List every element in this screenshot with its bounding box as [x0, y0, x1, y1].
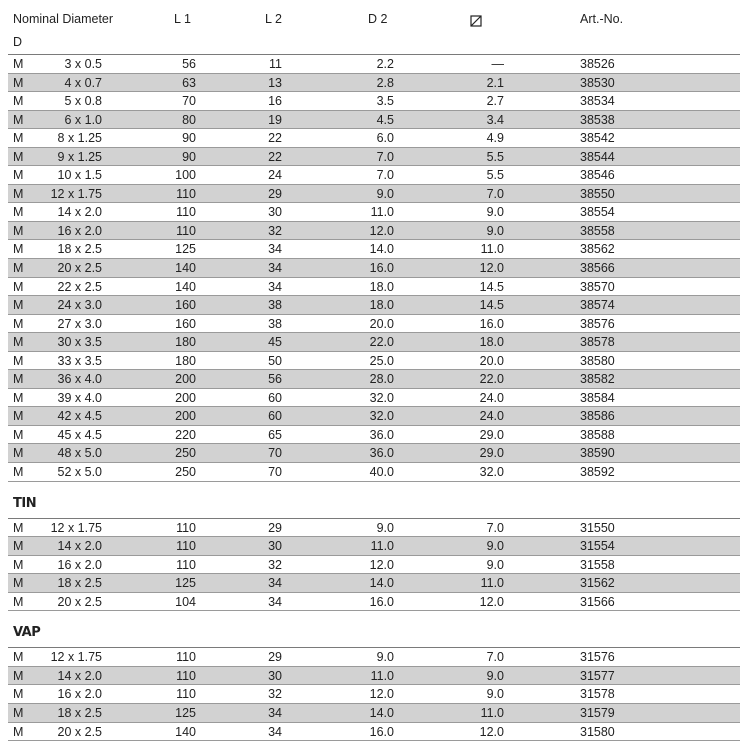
length-l1: 200 — [158, 390, 196, 406]
length-l1: 56 — [158, 56, 196, 72]
nominal-size: 33 x 3.5 — [44, 353, 102, 369]
nominal-size: 18 x 2.5 — [44, 241, 102, 257]
article-number: 38566 — [580, 260, 615, 276]
table-row — [8, 166, 740, 185]
length-l2: 30 — [248, 668, 282, 684]
length-l2: 34 — [248, 260, 282, 276]
nominal-size: 16 x 2.0 — [44, 686, 102, 702]
length-l2: 70 — [248, 445, 282, 461]
nominal-size: 18 x 2.5 — [44, 705, 102, 721]
table-row — [8, 704, 740, 723]
diameter-d2: 16.0 — [348, 260, 394, 276]
length-l1: 110 — [158, 668, 196, 684]
thread-prefix: M — [13, 316, 23, 332]
thread-prefix: M — [13, 223, 23, 239]
article-number: 31554 — [580, 538, 615, 554]
nominal-size: 48 x 5.0 — [44, 445, 102, 461]
diameter-d2: 9.0 — [348, 649, 394, 665]
diameter-d2: 14.0 — [348, 241, 394, 257]
article-number: 38576 — [580, 316, 615, 332]
table-row — [8, 444, 740, 463]
thread-prefix: M — [13, 594, 23, 610]
square-size: 22.0 — [458, 371, 504, 387]
nominal-size: 45 x 4.5 — [44, 427, 102, 443]
square-size: 12.0 — [458, 594, 504, 610]
thread-prefix: M — [13, 705, 23, 721]
diameter-d2: 2.2 — [348, 56, 394, 72]
table-row — [8, 333, 740, 352]
length-l2: 22 — [248, 149, 282, 165]
diameter-d2: 40.0 — [348, 464, 394, 480]
square-size: 7.0 — [458, 649, 504, 665]
length-l2: 30 — [248, 204, 282, 220]
nominal-size: 39 x 4.0 — [44, 390, 102, 406]
table-row — [8, 463, 740, 482]
length-l1: 140 — [158, 724, 196, 740]
table-row — [8, 129, 740, 148]
length-l1: 140 — [158, 260, 196, 276]
table-row — [8, 259, 740, 278]
article-number: 38550 — [580, 186, 615, 202]
diameter-d2: 12.0 — [348, 223, 394, 239]
nominal-size: 14 x 2.0 — [44, 668, 102, 684]
section-title-label: VAP — [13, 625, 40, 640]
nominal-size: 8 x 1.25 — [44, 130, 102, 146]
length-l1: 110 — [158, 686, 196, 702]
article-number: 38530 — [580, 75, 615, 91]
length-l1: 140 — [158, 279, 196, 295]
table-row — [8, 593, 740, 612]
square-size: 11.0 — [458, 705, 504, 721]
length-l2: 32 — [248, 557, 282, 573]
length-l1: 100 — [158, 167, 196, 183]
length-l2: 29 — [248, 186, 282, 202]
thread-prefix: M — [13, 464, 23, 480]
article-number: 38546 — [580, 167, 615, 183]
diameter-d2: 3.5 — [348, 93, 394, 109]
section-title-label: TIN — [13, 496, 36, 511]
diameter-d2: 6.0 — [348, 130, 394, 146]
length-l1: 220 — [158, 427, 196, 443]
table-row — [8, 519, 740, 538]
table-row — [8, 352, 740, 371]
diameter-d2: 7.0 — [348, 167, 394, 183]
square-size: 16.0 — [458, 316, 504, 332]
square-size: 12.0 — [458, 724, 504, 740]
square-size: 2.1 — [458, 75, 504, 91]
thread-prefix: M — [13, 75, 23, 91]
length-l1: 90 — [158, 149, 196, 165]
nominal-size: 3 x 0.5 — [44, 56, 102, 72]
nominal-size: 22 x 2.5 — [44, 279, 102, 295]
length-l2: 34 — [248, 575, 282, 591]
nominal-size: 16 x 2.0 — [44, 223, 102, 239]
square-size: 9.0 — [458, 538, 504, 554]
thread-prefix: M — [13, 241, 23, 257]
diameter-d2: 11.0 — [348, 668, 394, 684]
square-size: 14.5 — [458, 279, 504, 295]
length-l1: 200 — [158, 408, 196, 424]
article-number: 31566 — [580, 594, 615, 610]
square-size: 18.0 — [458, 334, 504, 350]
nominal-size: 12 x 1.75 — [44, 649, 102, 665]
length-l1: 180 — [158, 334, 196, 350]
length-l2: 34 — [248, 705, 282, 721]
section-title-tin — [8, 490, 740, 518]
table-row — [8, 148, 740, 167]
length-l1: 90 — [158, 130, 196, 146]
square-size: 32.0 — [458, 464, 504, 480]
nominal-size: 18 x 2.5 — [44, 575, 102, 591]
header-d2: D 2 — [368, 12, 387, 26]
table-row — [8, 185, 740, 204]
length-l2: 38 — [248, 297, 282, 313]
length-l1: 63 — [158, 75, 196, 91]
square-size: 2.7 — [458, 93, 504, 109]
length-l1: 160 — [158, 297, 196, 313]
thread-prefix: M — [13, 204, 23, 220]
diameter-d2: 14.0 — [348, 575, 394, 591]
header-nominal-diameter: Nominal Diameter — [13, 12, 113, 26]
nominal-size: 16 x 2.0 — [44, 557, 102, 573]
nominal-size: 14 x 2.0 — [44, 204, 102, 220]
length-l1: 110 — [158, 649, 196, 665]
table-row — [8, 556, 740, 575]
length-l1: 110 — [158, 223, 196, 239]
length-l1: 110 — [158, 520, 196, 536]
length-l2: 29 — [248, 649, 282, 665]
header-l2: L 2 — [265, 12, 282, 26]
article-number: 38578 — [580, 334, 615, 350]
article-number: 38574 — [580, 297, 615, 313]
article-number: 31576 — [580, 649, 615, 665]
header-art-no: Art.-No. — [580, 12, 623, 26]
thread-prefix: M — [13, 445, 23, 461]
nominal-size: 4 x 0.7 — [44, 75, 102, 91]
diameter-d2: 2.8 — [348, 75, 394, 91]
square-size: 7.0 — [458, 520, 504, 536]
length-l2: 38 — [248, 316, 282, 332]
length-l2: 65 — [248, 427, 282, 443]
length-l1: 125 — [158, 575, 196, 591]
thread-prefix: M — [13, 724, 23, 740]
article-number: 38582 — [580, 371, 615, 387]
length-l1: 70 — [158, 93, 196, 109]
nominal-size: 12 x 1.75 — [44, 520, 102, 536]
table-row — [8, 537, 740, 556]
square-size: 24.0 — [458, 408, 504, 424]
length-l2: 56 — [248, 371, 282, 387]
diameter-d2: 9.0 — [348, 186, 394, 202]
table-row — [8, 685, 740, 704]
article-number: 31579 — [580, 705, 615, 721]
square-size: 3.4 — [458, 112, 504, 128]
thread-prefix: M — [13, 686, 23, 702]
table-row — [8, 240, 740, 259]
length-l2: 32 — [248, 686, 282, 702]
diameter-d2: 32.0 — [348, 408, 394, 424]
length-l2: 30 — [248, 538, 282, 554]
section-title-vap — [8, 619, 740, 647]
nominal-size: 5 x 0.8 — [44, 93, 102, 109]
square-size: 14.5 — [458, 297, 504, 313]
table-row — [8, 648, 740, 667]
diameter-d2: 32.0 — [348, 390, 394, 406]
diameter-d2: 16.0 — [348, 724, 394, 740]
thread-prefix: M — [13, 279, 23, 295]
length-l1: 110 — [158, 538, 196, 554]
nominal-size: 20 x 2.5 — [44, 594, 102, 610]
nominal-size: 27 x 3.0 — [44, 316, 102, 332]
thread-prefix: M — [13, 186, 23, 202]
square-size: — — [458, 56, 504, 72]
nominal-size: 30 x 3.5 — [44, 334, 102, 350]
header-d: D — [13, 35, 22, 49]
diameter-d2: 22.0 — [348, 334, 394, 350]
thread-prefix: M — [13, 112, 23, 128]
article-number: 38534 — [580, 93, 615, 109]
length-l1: 160 — [158, 316, 196, 332]
nominal-size: 52 x 5.0 — [44, 464, 102, 480]
table-body — [8, 55, 740, 741]
thread-prefix: M — [13, 390, 23, 406]
thread-prefix: M — [13, 93, 23, 109]
diameter-d2: 16.0 — [348, 594, 394, 610]
nominal-size: 14 x 2.0 — [44, 538, 102, 554]
length-l2: 60 — [248, 408, 282, 424]
article-number: 31558 — [580, 557, 615, 573]
diameter-d2: 28.0 — [348, 371, 394, 387]
thread-prefix: M — [13, 334, 23, 350]
square-slash-icon — [470, 13, 482, 27]
thread-prefix: M — [13, 668, 23, 684]
diameter-d2: 11.0 — [348, 538, 394, 554]
nominal-size: 24 x 3.0 — [44, 297, 102, 313]
tap-size-table — [8, 0, 740, 741]
square-size: 29.0 — [458, 427, 504, 443]
article-number: 31578 — [580, 686, 615, 702]
square-size: 7.0 — [458, 186, 504, 202]
article-number: 38584 — [580, 390, 615, 406]
square-size: 4.9 — [458, 130, 504, 146]
diameter-d2: 25.0 — [348, 353, 394, 369]
length-l2: 11 — [248, 56, 282, 72]
article-number: 38538 — [580, 112, 615, 128]
table-row — [8, 370, 740, 389]
thread-prefix: M — [13, 538, 23, 554]
thread-prefix: M — [13, 260, 23, 276]
length-l2: 70 — [248, 464, 282, 480]
table-row — [8, 667, 740, 686]
nominal-size: 42 x 4.5 — [44, 408, 102, 424]
thread-prefix: M — [13, 167, 23, 183]
table-row — [8, 426, 740, 445]
thread-prefix: M — [13, 371, 23, 387]
length-l1: 110 — [158, 186, 196, 202]
length-l1: 80 — [158, 112, 196, 128]
table-row — [8, 315, 740, 334]
length-l2: 34 — [248, 241, 282, 257]
article-number: 38542 — [580, 130, 615, 146]
table-row — [8, 74, 740, 93]
article-number: 38544 — [580, 149, 615, 165]
nominal-size: 36 x 4.0 — [44, 371, 102, 387]
nominal-size: 6 x 1.0 — [44, 112, 102, 128]
article-number: 38554 — [580, 204, 615, 220]
diameter-d2: 4.5 — [348, 112, 394, 128]
length-l1: 180 — [158, 353, 196, 369]
table-row — [8, 389, 740, 408]
square-size: 24.0 — [458, 390, 504, 406]
diameter-d2: 18.0 — [348, 297, 394, 313]
length-l1: 200 — [158, 371, 196, 387]
square-size: 5.5 — [458, 167, 504, 183]
thread-prefix: M — [13, 56, 23, 72]
nominal-size: 12 x 1.75 — [44, 186, 102, 202]
diameter-d2: 18.0 — [348, 279, 394, 295]
thread-prefix: M — [13, 520, 23, 536]
article-number: 38590 — [580, 445, 615, 461]
article-number: 38570 — [580, 279, 615, 295]
table-row — [8, 222, 740, 241]
table-row — [8, 296, 740, 315]
nominal-size: 20 x 2.5 — [44, 260, 102, 276]
table-row — [8, 203, 740, 222]
square-size: 9.0 — [458, 668, 504, 684]
thread-prefix: M — [13, 149, 23, 165]
thread-prefix: M — [13, 297, 23, 313]
square-size: 5.5 — [458, 149, 504, 165]
thread-prefix: M — [13, 130, 23, 146]
length-l2: 32 — [248, 223, 282, 239]
length-l1: 110 — [158, 557, 196, 573]
article-number: 38558 — [580, 223, 615, 239]
article-number: 38562 — [580, 241, 615, 257]
table-row — [8, 407, 740, 426]
thread-prefix: M — [13, 408, 23, 424]
length-l2: 16 — [248, 93, 282, 109]
length-l1: 110 — [158, 204, 196, 220]
diameter-d2: 36.0 — [348, 427, 394, 443]
article-number: 31580 — [580, 724, 615, 740]
length-l1: 125 — [158, 241, 196, 257]
square-size: 9.0 — [458, 223, 504, 239]
length-l2: 34 — [248, 724, 282, 740]
diameter-d2: 36.0 — [348, 445, 394, 461]
diameter-d2: 9.0 — [348, 520, 394, 536]
table-row — [8, 55, 740, 74]
article-number: 31562 — [580, 575, 615, 591]
length-l2: 22 — [248, 130, 282, 146]
square-size: 12.0 — [458, 260, 504, 276]
diameter-d2: 20.0 — [348, 316, 394, 332]
header-l1: L 1 — [174, 12, 191, 26]
length-l2: 34 — [248, 594, 282, 610]
nominal-size: 10 x 1.5 — [44, 167, 102, 183]
article-number: 31550 — [580, 520, 615, 536]
table-row — [8, 111, 740, 130]
length-l2: 24 — [248, 167, 282, 183]
length-l1: 250 — [158, 464, 196, 480]
table-header — [8, 0, 740, 54]
thread-prefix: M — [13, 575, 23, 591]
thread-prefix: M — [13, 649, 23, 665]
length-l1: 250 — [158, 445, 196, 461]
square-size: 11.0 — [458, 241, 504, 257]
article-number: 38526 — [580, 56, 615, 72]
article-number: 38592 — [580, 464, 615, 480]
article-number: 38586 — [580, 408, 615, 424]
length-l2: 29 — [248, 520, 282, 536]
diameter-d2: 11.0 — [348, 204, 394, 220]
diameter-d2: 12.0 — [348, 557, 394, 573]
square-size: 20.0 — [458, 353, 504, 369]
length-l2: 60 — [248, 390, 282, 406]
table-row — [8, 574, 740, 593]
square-size: 9.0 — [458, 204, 504, 220]
table-row — [8, 278, 740, 297]
length-l2: 50 — [248, 353, 282, 369]
length-l2: 19 — [248, 112, 282, 128]
nominal-size: 20 x 2.5 — [44, 724, 102, 740]
length-l2: 45 — [248, 334, 282, 350]
thread-prefix: M — [13, 353, 23, 369]
thread-prefix: M — [13, 557, 23, 573]
square-size: 9.0 — [458, 557, 504, 573]
thread-prefix: M — [13, 427, 23, 443]
article-number: 31577 — [580, 668, 615, 684]
diameter-d2: 14.0 — [348, 705, 394, 721]
nominal-size: 9 x 1.25 — [44, 149, 102, 165]
square-size: 9.0 — [458, 686, 504, 702]
table-row — [8, 92, 740, 111]
diameter-d2: 12.0 — [348, 686, 394, 702]
length-l2: 34 — [248, 279, 282, 295]
square-size: 11.0 — [458, 575, 504, 591]
table-row — [8, 723, 740, 741]
square-size: 29.0 — [458, 445, 504, 461]
article-number: 38588 — [580, 427, 615, 443]
length-l1: 104 — [158, 594, 196, 610]
length-l2: 13 — [248, 75, 282, 91]
diameter-d2: 7.0 — [348, 149, 394, 165]
length-l1: 125 — [158, 705, 196, 721]
article-number: 38580 — [580, 353, 615, 369]
